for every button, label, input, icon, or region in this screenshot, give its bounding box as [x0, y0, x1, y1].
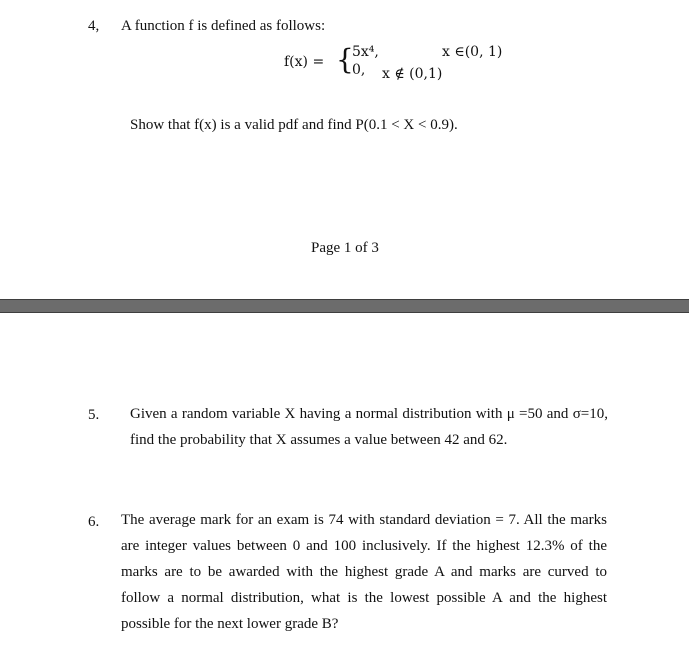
formula-lhs: f(x) =: [284, 54, 325, 70]
q4-piecewise-formula: [284, 42, 514, 82]
q6-text: The average mark for an exam is 74 with standard deviation = 7. All the marks are integer values between 0 and 100 inclusively. If the highest 12.3% of the marks are to be awarded with the highest grade A and marks are curved to follow a normal distribution, what is the lowest possible A and the highest possible for the next lower grade B?: [121, 512, 607, 632]
formula-case2-condition: x ∉ (0,1): [382, 66, 443, 82]
q4-number: 4,: [88, 18, 100, 34]
formula-case2-expression: 0,: [352, 62, 366, 78]
q4-intro: A function f is defined as follows:: [121, 18, 326, 34]
page-divider: [0, 299, 689, 313]
q5-text: Given a random variable X having a normal distribution with μ =50 and σ=10, find the probability that X assumes a value between 42 and 62.: [130, 406, 608, 448]
formula-case1-condition: x ∈(0, 1): [442, 44, 503, 60]
formula-case1-expression: 5x⁴,: [352, 44, 379, 60]
q5-number: 5.: [88, 407, 100, 423]
formula-brace: {: [336, 43, 354, 76]
q4-task: Show that f(x) is a valid pdf and find P(0.1 < X < 0.9).: [130, 117, 458, 133]
page-number: Page 1 of 3: [311, 240, 379, 256]
q6-number: 6.: [88, 514, 100, 530]
